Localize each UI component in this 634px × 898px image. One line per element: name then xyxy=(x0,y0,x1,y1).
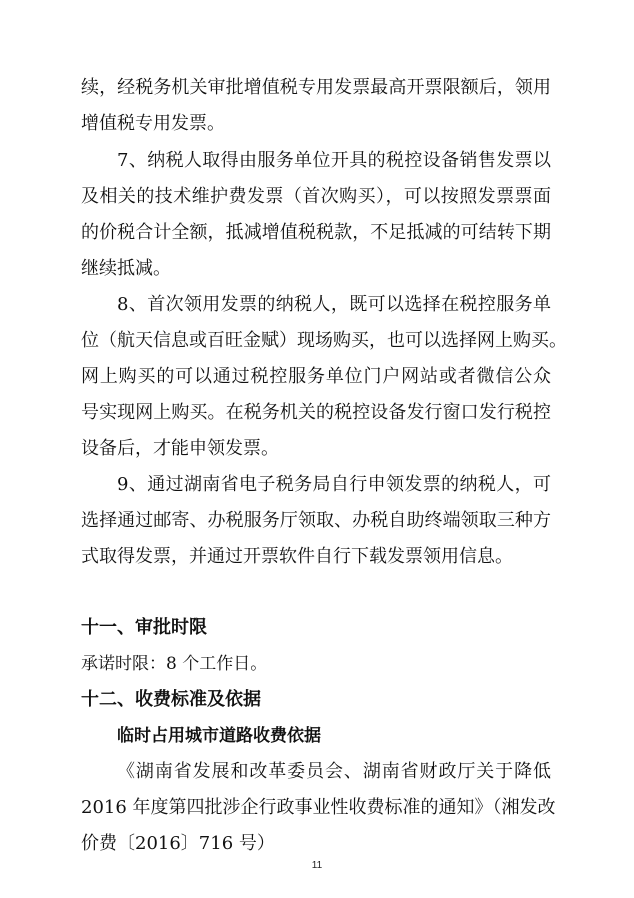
paragraph-line: 的价税合计全额，抵减增值税税款，不足抵减的可结转下期 xyxy=(81,222,551,243)
fee-basis-line: 《湖南省发展和改革委员会、湖南省财政厅关于降低 xyxy=(117,761,551,782)
section-heading-approval-time: 十一、审批时限 xyxy=(81,617,207,638)
paragraph-line: 号实现网上购买。在税务机关的税控设备发行窗口发行税控 xyxy=(81,402,551,423)
paragraph-line: 继续抵减。 xyxy=(81,258,171,279)
paragraph-line: 7、纳税人取得由服务单位开具的税控设备销售发票以 xyxy=(117,150,551,171)
approval-time-text: 承诺时限：8 个工作日。 xyxy=(81,654,268,674)
paragraph-line: 及相关的技术维护费发票（首次购买），可以按照发票票面 xyxy=(81,186,551,207)
paragraph-line: 设备后，才能申领发票。 xyxy=(81,438,279,459)
paragraph-line: 9、通过湖南省电子税务局自行申领发票的纳税人，可 xyxy=(117,474,551,495)
section-heading-fee-standard: 十二、收费标准及依据 xyxy=(81,689,261,710)
paragraph-line: 选择通过邮寄、办税服务厅领取、办税自助终端领取三种方 xyxy=(81,510,551,531)
fee-basis-subheading: 临时占用城市道路收费依据 xyxy=(117,726,321,746)
paragraph-line: 增值税专用发票。 xyxy=(81,113,225,134)
fee-basis-line: 2016 年度第四批涉企行政事业性收费标准的通知》（湘发改 xyxy=(81,797,556,818)
paragraph-line: 8、首次领用发票的纳税人，既可以选择在税控服务单 xyxy=(117,294,551,315)
page-number: 11 xyxy=(311,860,323,871)
paragraph-line: 位（航天信息或百旺金赋）现场购买，也可以选择网上购买。 xyxy=(81,330,567,351)
paragraph-line: 网上购买的可以通过税控服务单位门户网站或者微信公众 xyxy=(81,366,551,387)
fee-basis-line: 价费〔2016〕716 号） xyxy=(81,833,275,854)
paragraph-line: 式取得发票，并通过开票软件自行下载发票领用信息。 xyxy=(81,546,513,567)
paragraph-line: 续，经税务机关审批增值税专用发票最高开票限额后，领用 xyxy=(81,77,551,98)
